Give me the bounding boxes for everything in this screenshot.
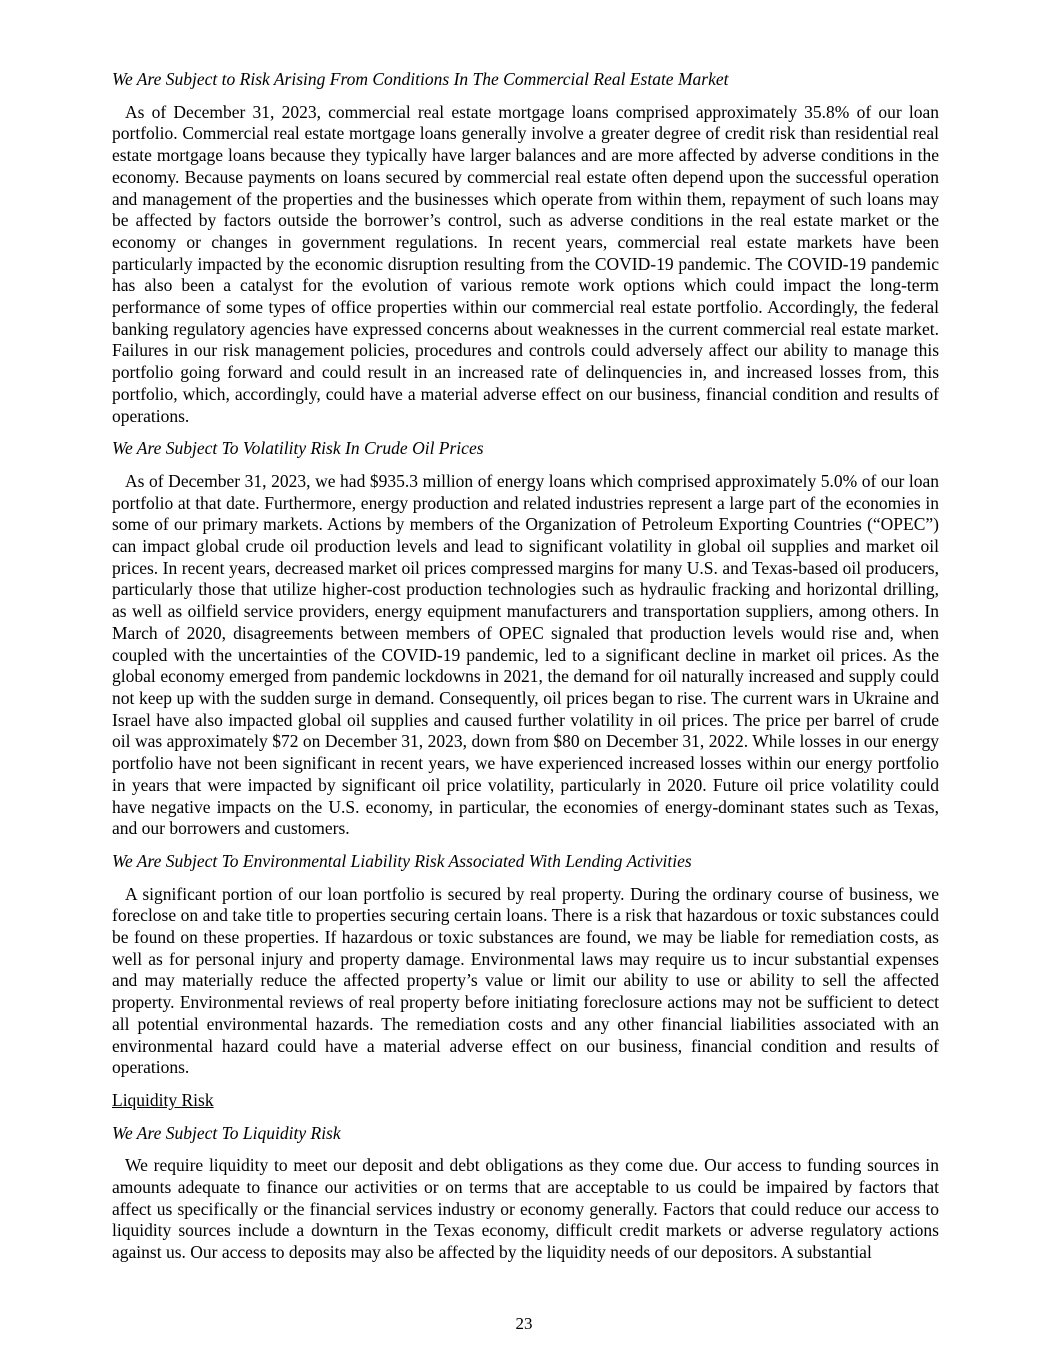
page-number: 23	[515, 1314, 533, 1333]
paragraph-liquidity: We require liquidity to meet our deposit and debt obligations as they come due. Our access to funding sources in amounts adequate to finance our activities or on terms that are acceptable to us could be impaired by factors that affect us specifically or the financial services industry or economy generally. Factors that could reduce our access to liquidity sources include a downturn in the Texas economy, difficult credit markets or adverse regulatory actions against us. Our access to deposits may also be affected by the liquidity needs of our depositors. A substantial	[112, 1155, 939, 1263]
heading-crude-oil-volatility-risk: We Are Subject To Volatility Risk In Crude Oil Prices	[112, 438, 484, 459]
paragraph-environmental-liability: A significant portion of our loan portfolio is secured by real property. During the ordinary course of business, we foreclose on and take title to properties securing certain loans. There is a risk that hazardous or toxic substances could be found on these properties. If hazardous or toxic substances are found, we may be liable for remediation costs, as well as for personal injury and property damage. Environmental laws may require us to incur substantial expenses and may materially reduce the affected property’s value or limit our ability to use or ability to sell the affected property. Environmental reviews of real property before initiating foreclosure actions may not be sufficient to detect all potential environmental hazards. The remediation costs and any other financial liabilities associated with an environmental hazard could have a material adverse effect on our business, financial condition and results of operations.	[112, 883, 939, 1078]
heading-liquidity-risk: We Are Subject To Liquidity Risk	[112, 1122, 341, 1143]
heading-liquidity-risk-section: Liquidity Risk	[112, 1089, 214, 1110]
paragraph-crude-oil: As of December 31, 2023, we had $935.3 million of energy loans which comprised approximately 5.0% of our loan portfolio at that date. Furthermore, energy production and related industries represent a large part of the economies in some of our primary markets. Actions by members of the Organization of Petroleum Exporting Countries (“OPEC”) can impact global crude oil production levels and lead to significant volatility in global oil supplies and market oil prices. In recent years, decreased market oil prices compressed margins for many U.S. and Texas-based oil producers, particularly those that utilize higher-cost production technologies such as hydraulic fracking and horizontal drilling, as well as oilfield service providers, energy equipment manufacturers and transportation suppliers, among others. In March of 2020, disagreements between members of OPEC signaled that production levels would rise and, when coupled with the uncertainties of the COVID-19 pandemic, led to a significant decline in market oil prices. As the global economy emerged from pandemic lockdowns in 2021, the demand for oil naturally increased and supply could not keep up with the sudden surge in demand. Consequently, oil prices began to rise. The current wars in Ukraine and Israel have also impacted global oil supplies and caused further volatility in oil prices. The price per barrel of crude oil was approximately $72 on December 31, 2023, down from $80 on December 31, 2022. While losses in our energy portfolio have not been significant in recent years, we have experienced increased losses within our energy portfolio in years that were impacted by significant oil price volatility, particularly in 2020. Future oil price volatility could have negative impacts on the U.S. economy, in particular, the economies of energy-dominant states such as Texas, and our borrowers and customers.	[112, 470, 939, 839]
paragraph-commercial-real-estate: As of December 31, 2023, commercial real estate mortgage loans comprised approximately 35.8% of our loan portfolio. Commercial real estate mortgage loans generally involve a greater degree of credit risk than residential real estate mortgage loans because they typically have larger balances and are more affected by adverse conditions in the economy. Because payments on loans secured by commercial real estate often depend upon the successful operation and management of the properties and the businesses which operate from within them, repayment of such loans may be affected by factors outside the borrower’s control, such as adverse conditions in the real estate market or the economy or changes in government regulations. In recent years, commercial real estate markets have been particularly impacted by the economic disruption resulting from the COVID-19 pandemic. The COVID-19 pandemic has also been a catalyst for the evolution of various remote work options which could impact the long-term performance of some types of office properties within our commercial real estate portfolio. Accordingly, the federal banking regulatory agencies have expressed concerns about weaknesses in the current commercial real estate market. Failures in our risk management policies, procedures and controls could adversely affect our ability to manage this portfolio going forward and could result in an increased rate of delinquencies in, and increased losses from, this portfolio, which, accordingly, could have a material adverse effect on our business, financial condition and results of operations.	[112, 101, 939, 426]
page-content	[112, 69, 939, 1275]
heading-environmental-liability-risk: We Are Subject To Environmental Liability Risk Associated With Lending Activities	[112, 850, 692, 871]
heading-commercial-real-estate-risk: We Are Subject to Risk Arising From Conditions In The Commercial Real Estate Market	[112, 69, 729, 89]
